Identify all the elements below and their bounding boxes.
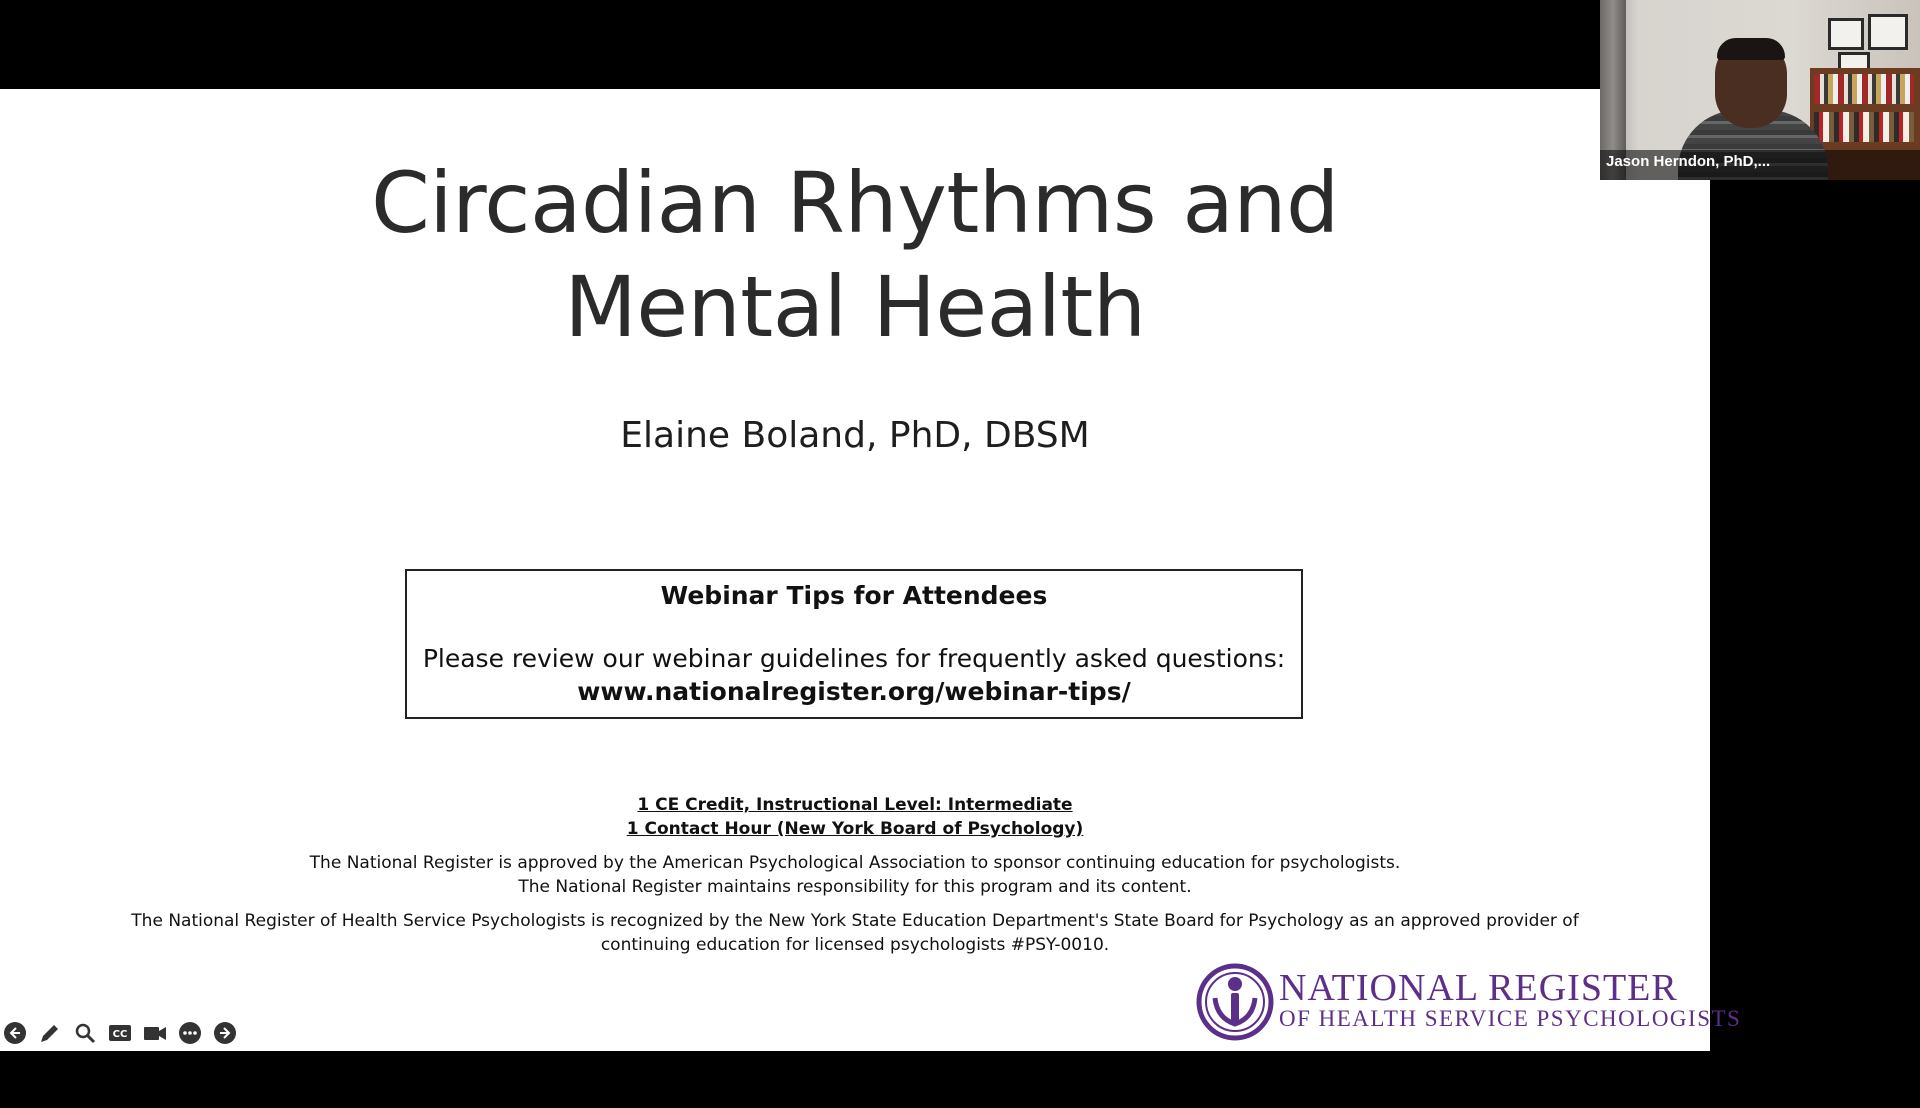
- zoom-icon: [73, 1021, 97, 1045]
- ce-contact-hour: 1 Contact Hour (New York Board of Psychology): [626, 819, 1084, 839]
- participant-hair: [1717, 38, 1785, 60]
- participant-name-label: Jason Herndon, PhD,...: [1600, 150, 1920, 180]
- slide-title-line-2: Mental Health: [564, 258, 1146, 356]
- zoom-button[interactable]: [72, 1020, 97, 1045]
- ny-approval-line-2: continuing education for licensed psychologists #PSY-0010.: [600, 935, 1110, 955]
- presenter-name: Elaine Boland, PhD, DBSM: [620, 415, 1090, 456]
- wall-frame: [1868, 14, 1908, 50]
- next-slide-button[interactable]: [212, 1020, 237, 1045]
- logo-line-2: OF HEALTH SERVICE PSYCHOLOGISTS: [1279, 1006, 1742, 1031]
- tips-heading: Webinar Tips for Attendees: [660, 581, 1048, 610]
- presentation-slide: [0, 89, 1742, 1051]
- tips-link[interactable]: www.nationalregister.org/webinar-tips/: [577, 677, 1131, 706]
- previous-slide-button[interactable]: [2, 1020, 27, 1045]
- logo-line-1: NATIONAL REGISTER: [1279, 967, 1678, 1009]
- video-button[interactable]: [142, 1020, 167, 1045]
- participant-video-thumbnail[interactable]: [1600, 0, 1920, 180]
- previous-slide-icon: [3, 1021, 27, 1045]
- next-slide-icon: [213, 1021, 237, 1045]
- svg-text:CC: CC: [112, 1028, 127, 1040]
- ce-credit: 1 CE Credit, Instructional Level: Intermediate: [637, 795, 1073, 815]
- pen-icon: [38, 1021, 62, 1045]
- more-options-icon: [178, 1021, 202, 1045]
- more-options-button[interactable]: [177, 1020, 202, 1045]
- apa-approval-line-1: The National Register is approved by the American Psychological Association to sponsor continuing education for psychologists.: [309, 853, 1401, 873]
- wall-frame: [1828, 18, 1864, 50]
- video-icon: [143, 1021, 167, 1045]
- closed-captions-button[interactable]: [107, 1020, 132, 1045]
- apa-approval-line-2: The National Register maintains responsibility for this program and its content.: [518, 877, 1192, 897]
- slide-title: [0, 151, 1710, 359]
- national-register-emblem-icon: [1195, 962, 1275, 1042]
- books: [1814, 74, 1914, 104]
- books: [1814, 112, 1914, 142]
- ny-approval-line-1: The National Register of Health Service Psychologists is recognized by the New York State Education Department's State Board for Psychology as an approved provider of: [131, 911, 1579, 931]
- ce-information: [0, 793, 1710, 957]
- webinar-tips-box: [405, 569, 1303, 719]
- slide-toolbar: [2, 1020, 237, 1045]
- slide-title-line-1: Circadian Rhythms and: [371, 154, 1339, 252]
- pen-button[interactable]: [37, 1020, 62, 1045]
- national-register-logo: [1195, 962, 1742, 1042]
- tips-body: Please review our webinar guidelines for frequently asked questions:: [422, 644, 1286, 673]
- closed-captions-icon: [108, 1021, 132, 1045]
